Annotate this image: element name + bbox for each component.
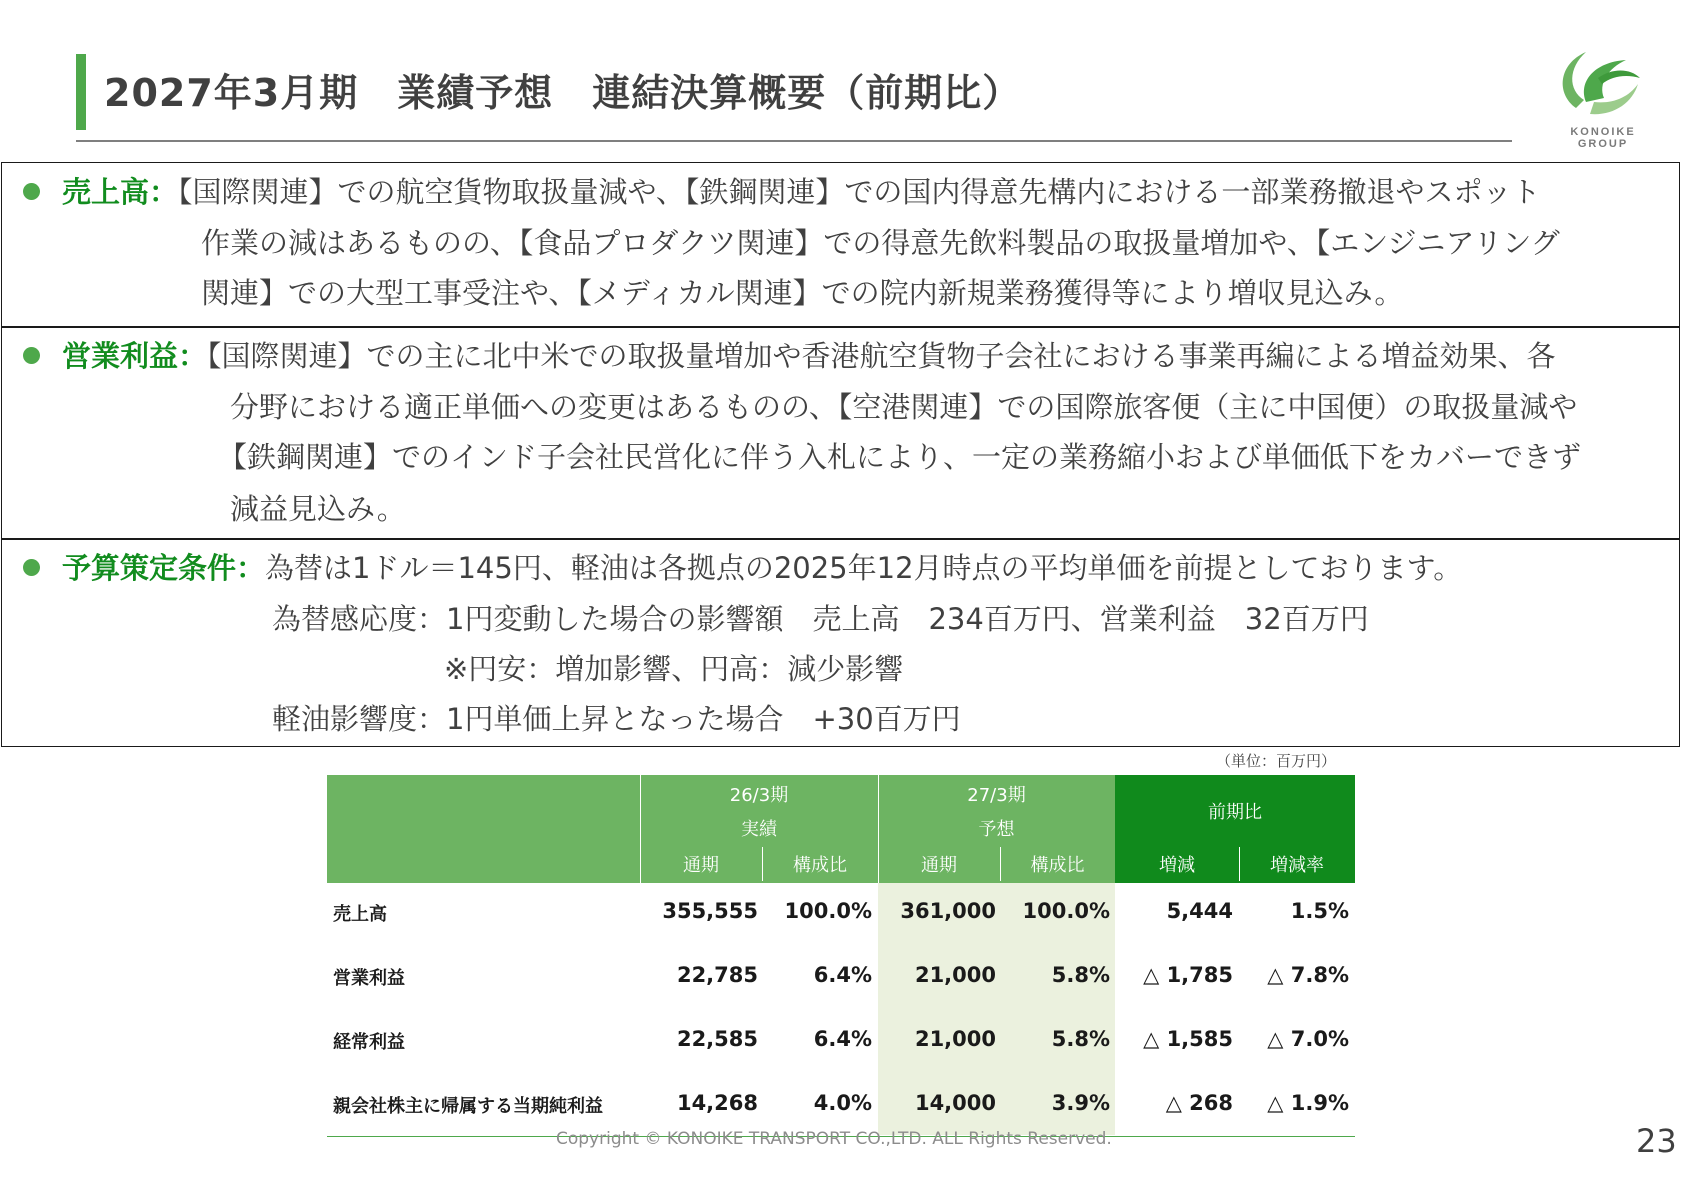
- table-cell: 22,585: [676, 1027, 758, 1051]
- subheader: 増減率: [1270, 855, 1324, 876]
- op-income-text-3: 【鉄鋼関連】でのインド子会社民営化に伴う入札により、一定の業務縮小および単価低下をカバーできず: [218, 440, 1582, 474]
- table-cell: 1.5%: [1290, 899, 1349, 923]
- subheader-divider: [762, 847, 763, 881]
- table-cell: △ 1,785: [1143, 963, 1233, 987]
- op-income-text-4: 減益見込み。: [230, 492, 406, 526]
- table-cell: △ 7.0%: [1267, 1027, 1349, 1051]
- title-accent-bar: [76, 54, 86, 130]
- group-header-fy27-line1: 27/3期: [967, 785, 1026, 806]
- row-label-sales: 売上高: [333, 904, 387, 925]
- budget-label: 予算策定条件：: [62, 551, 266, 585]
- subheader: 増減: [1159, 855, 1195, 876]
- table-cell: 4.0%: [813, 1091, 872, 1115]
- row-label-net-income: 親会社株主に帰属する当期純利益: [333, 1096, 603, 1117]
- budget-text-2: 為替感応度：1円変動した場合の影響額 売上高 234百万円、営業利益 32百万円: [272, 602, 1369, 636]
- budget-text-4: 軽油影響度：1円単価上昇となった場合 +30百万円: [272, 702, 961, 736]
- bullet-icon: [23, 559, 40, 576]
- table-cell: 21,000: [914, 963, 996, 987]
- sales-text-3: 関連】での大型工事受注や、【メディカル関連】での院内新規業務獲得等により増収見込み。: [201, 276, 1404, 310]
- subheader: 構成比: [793, 855, 847, 876]
- row-label-operating-income: 営業利益: [333, 968, 405, 989]
- table-cell: △ 1,585: [1143, 1027, 1233, 1051]
- sales-section: [1, 162, 1680, 328]
- group-header-fy26-line2: 実績: [741, 819, 777, 840]
- budget-text-3: ※円安：増加影響、円高：減少影響: [444, 652, 904, 686]
- table-cell: 6.4%: [813, 1027, 872, 1051]
- op-income-label: 営業利益：: [62, 339, 208, 373]
- table-cell: 5,444: [1166, 899, 1233, 923]
- table-cell: 3.9%: [1051, 1091, 1110, 1115]
- table-cell: 14,000: [914, 1091, 996, 1115]
- op-income-text-2: 分野における適正単価への変更はあるものの、【空港関連】での国際旅客便（主に中国便）の取扱量減や: [230, 390, 1578, 424]
- konoike-logo: [1528, 38, 1678, 158]
- table-cell: 6.4%: [813, 963, 872, 987]
- budget-text-1: 為替は1ドル＝145円、軽油は各拠点の2025年12月時点の平均単価を前提としております。: [265, 551, 1463, 585]
- logo-text-line2: GROUP: [1577, 138, 1629, 150]
- table-unit: （単位：百万円）: [1216, 752, 1337, 770]
- operating-income-section: [1, 326, 1680, 540]
- title-divider: [76, 140, 1512, 142]
- group-header-fy26-line1: 26/3期: [729, 785, 789, 806]
- table-cell: 14,268: [676, 1091, 758, 1115]
- subheader-divider: [1239, 847, 1240, 881]
- subheader-divider: [1000, 847, 1001, 881]
- op-income-line-1: [62, 336, 1556, 376]
- table-cell: 21,000: [914, 1027, 996, 1051]
- table-cell: 5.8%: [1051, 1027, 1110, 1051]
- copyright: Copyright © KONOIKE TRANSPORT CO.,LTD. ALL Rights Reserved.: [556, 1129, 1112, 1149]
- group-header-yoy: 前期比: [1208, 802, 1262, 823]
- table-cell: 22,785: [676, 963, 758, 987]
- sales-label: 売上高：: [62, 175, 179, 209]
- table-cell: △ 1.9%: [1267, 1091, 1349, 1115]
- budget-conditions-section: [1, 538, 1680, 747]
- bullet-icon: [23, 347, 40, 364]
- page-title: 2027年3月期 業績予想 連結決算概要（前期比）: [104, 71, 1022, 115]
- row-label-ordinary-income: 経常利益: [333, 1032, 405, 1053]
- table-cell: △ 268: [1165, 1091, 1233, 1115]
- subheader: 通期: [921, 855, 957, 876]
- budget-line-1: [62, 548, 1462, 588]
- table-cell: △ 7.8%: [1267, 963, 1349, 987]
- table-cell: 100.0%: [1022, 899, 1110, 923]
- logo-text-line1: KONOIKE: [1570, 126, 1636, 138]
- group-header-fy27-line2: 予想: [978, 819, 1015, 840]
- page-number: 23: [1636, 1122, 1677, 1160]
- table-cell: 361,000: [900, 899, 996, 923]
- sales-text-1: 【国際関連】での航空貨物取扱量減や、【鉄鋼関連】での国内得意先構内における一部業務撤退やスポット: [178, 175, 1541, 209]
- subheader: 構成比: [1030, 855, 1085, 876]
- subheader: 通期: [683, 855, 719, 876]
- sales-line-1: [62, 172, 1540, 212]
- table-cell: 100.0%: [784, 899, 872, 923]
- bullet-icon: [23, 183, 40, 200]
- konoike-logo-icon: [1528, 38, 1678, 128]
- sales-text-2: 作業の減はあるものの、【食品プロダクツ関連】での得意先飲料製品の取扱量増加や、【エンジニアリング: [201, 226, 1560, 260]
- op-income-text-1: 【国際関連】での主に北中米での取扱量増加や香港航空貨物子会社における事業再編による増益効果、各: [207, 339, 1556, 373]
- table-cell: 355,555: [662, 899, 758, 923]
- table-cell: 5.8%: [1051, 963, 1110, 987]
